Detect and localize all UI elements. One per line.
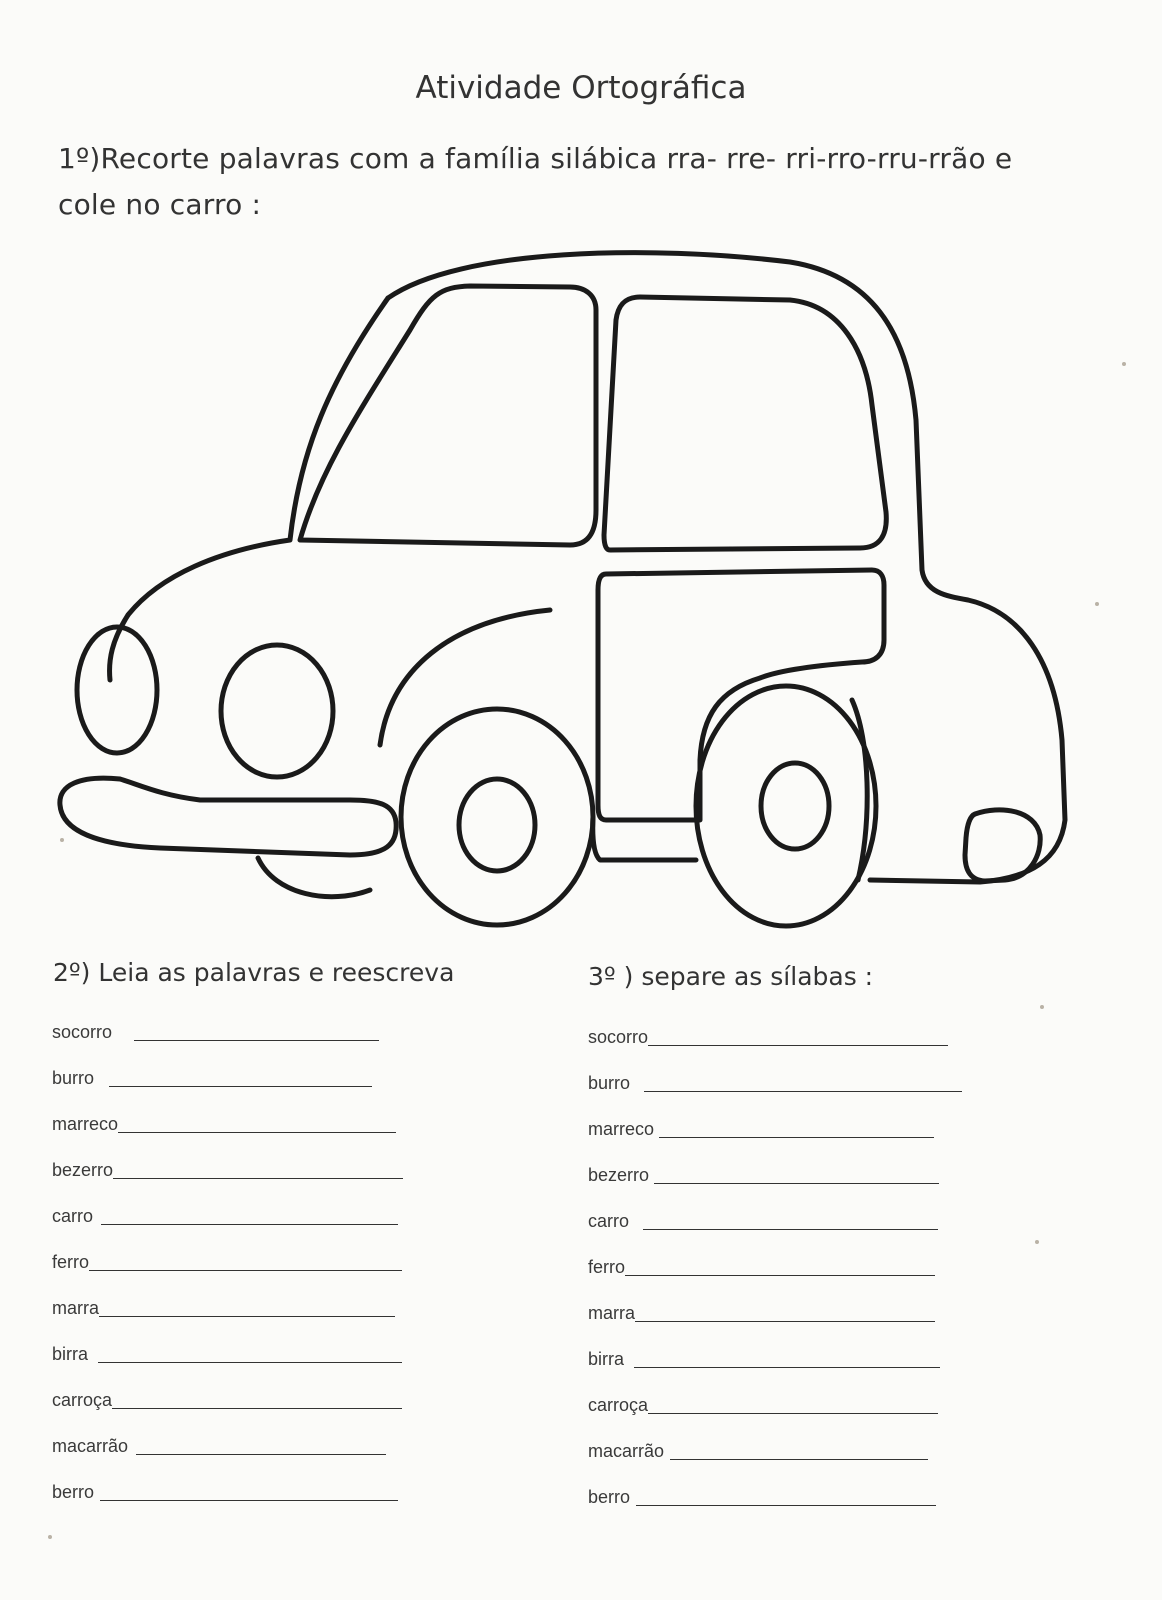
word-label: socorro <box>52 1022 113 1042</box>
list-item <box>52 1013 379 1043</box>
answer-line[interactable] <box>113 1178 403 1179</box>
list-item <box>52 1289 395 1319</box>
word-label: bezerro <box>52 1160 114 1180</box>
scan-speck <box>1035 1240 1039 1244</box>
scan-speck <box>60 838 64 842</box>
word-label: macarrão <box>52 1436 129 1456</box>
answer-line[interactable] <box>136 1454 386 1455</box>
scan-speck <box>1095 602 1099 606</box>
word-label: birra <box>52 1344 89 1364</box>
exercise-2-heading: 2º) Leia as palavras e reescreva <box>53 958 455 987</box>
word-label: bezerro <box>588 1165 650 1185</box>
list-item <box>52 1427 386 1457</box>
list-item <box>588 1294 935 1324</box>
front-wheel <box>401 709 593 925</box>
answer-line[interactable] <box>644 1091 962 1092</box>
front-fender-arc <box>380 610 550 745</box>
exercise-1-instruction: 1º)Recorte palavras com a família silábica rra- rre- rri-rro-rru-rrão e cole no carro : <box>58 142 1013 221</box>
page-title: Atividade Ortográfica <box>415 70 747 106</box>
answer-line[interactable] <box>625 1275 935 1276</box>
front-bumper <box>60 778 396 855</box>
list-item <box>588 1018 948 1048</box>
answer-line[interactable] <box>134 1040 379 1041</box>
word-label: marra <box>588 1303 636 1323</box>
list-item <box>52 1335 402 1365</box>
answer-line[interactable] <box>112 1408 402 1409</box>
list-item <box>52 1197 398 1227</box>
answer-line[interactable] <box>118 1132 396 1133</box>
answer-line[interactable] <box>648 1045 948 1046</box>
rear-wheel <box>696 686 876 926</box>
answer-line[interactable] <box>89 1270 402 1271</box>
list-item <box>52 1473 398 1503</box>
answer-line[interactable] <box>100 1500 398 1501</box>
word-label: macarrão <box>588 1441 665 1461</box>
answer-line[interactable] <box>643 1229 938 1230</box>
word-label: burro <box>52 1068 95 1088</box>
word-label: berro <box>52 1482 95 1502</box>
exercise-3-heading: 3º ) separe as sílabas : <box>588 962 874 991</box>
list-item <box>588 1478 936 1508</box>
answer-line[interactable] <box>636 1505 936 1506</box>
under-bumper-curve <box>258 858 370 897</box>
list-item <box>588 1110 934 1140</box>
list-item <box>588 1340 940 1370</box>
word-label: berro <box>588 1487 631 1507</box>
list-item <box>52 1151 403 1181</box>
list-item <box>52 1243 402 1273</box>
rear-window <box>604 297 886 550</box>
answer-line[interactable] <box>101 1224 398 1225</box>
list-item <box>52 1059 372 1089</box>
answer-line[interactable] <box>648 1413 938 1414</box>
front-grille-circle <box>221 645 333 777</box>
car-bottom-line <box>593 817 696 860</box>
scan-speck <box>1040 1005 1044 1009</box>
car-hood-outline <box>128 298 388 615</box>
word-label: ferro <box>588 1257 626 1277</box>
headlight <box>77 627 157 753</box>
word-label: socorro <box>588 1027 649 1047</box>
answer-line[interactable] <box>659 1137 934 1138</box>
answer-line[interactable] <box>654 1183 939 1184</box>
word-label: carro <box>52 1206 94 1226</box>
answer-line[interactable] <box>635 1321 935 1322</box>
word-label: burro <box>588 1073 631 1093</box>
car-body-outline <box>388 253 1065 882</box>
list-item <box>588 1248 935 1278</box>
tail-light <box>965 810 1040 881</box>
word-label: birra <box>588 1349 625 1369</box>
list-item <box>588 1386 938 1416</box>
word-label: carro <box>588 1211 630 1231</box>
scan-speck <box>1122 362 1126 366</box>
answer-line[interactable] <box>634 1367 940 1368</box>
word-label: carroça <box>588 1395 649 1415</box>
list-item <box>588 1432 928 1462</box>
answer-line[interactable] <box>670 1459 928 1460</box>
answer-line[interactable] <box>99 1316 395 1317</box>
list-item <box>588 1064 962 1094</box>
list-item <box>52 1381 402 1411</box>
front-window <box>300 286 596 545</box>
rear-wheel-hub <box>761 763 829 849</box>
list-item <box>588 1156 939 1186</box>
word-label: marreco <box>588 1119 655 1139</box>
answer-line[interactable] <box>109 1086 372 1087</box>
front-wheel-hub <box>459 779 535 871</box>
word-label: ferro <box>52 1252 90 1272</box>
answer-line[interactable] <box>98 1362 402 1363</box>
word-label: marra <box>52 1298 100 1318</box>
list-item <box>588 1202 938 1232</box>
list-item <box>52 1105 396 1135</box>
scan-speck <box>48 1535 52 1539</box>
word-label: carroça <box>52 1390 113 1410</box>
word-label: marreco <box>52 1114 119 1134</box>
car-door <box>598 570 884 820</box>
